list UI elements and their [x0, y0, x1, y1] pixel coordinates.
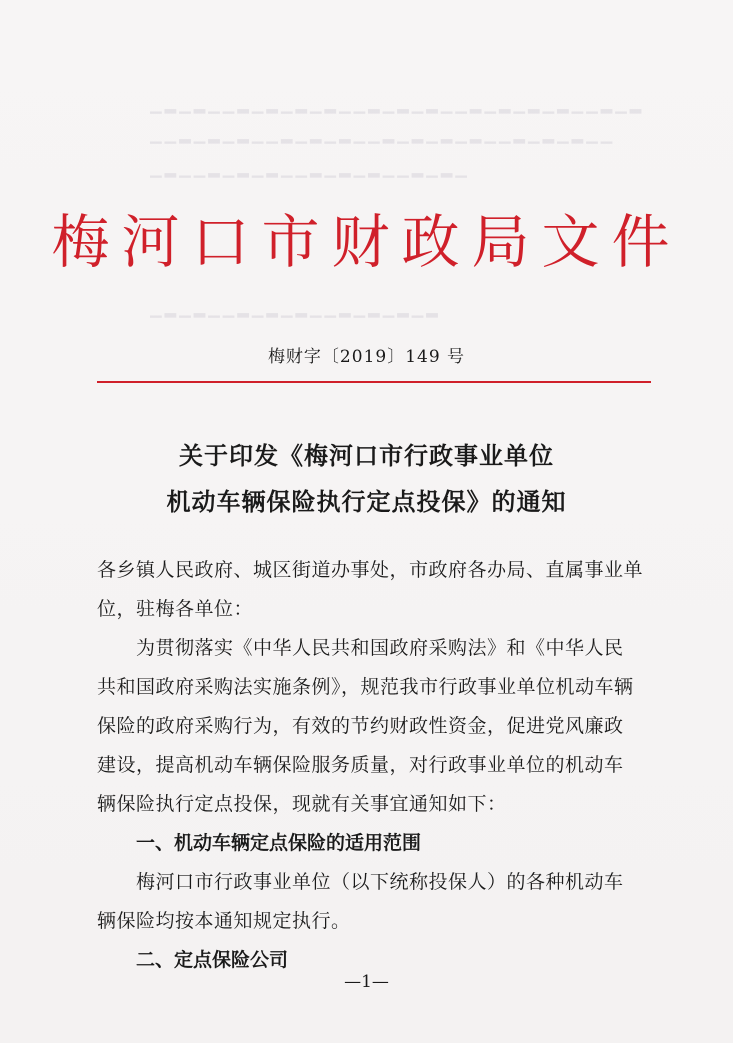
intro-line-4: 建设，提高机动车辆保险服务质量，对行政事业单位的机动车 — [97, 754, 624, 776]
bleed-through-texture: ▁▂▁▂▁▁▂▁▂▁▂▁▁▂▁▂▁▂▁▂ — [150, 300, 441, 318]
masthead-title: 梅河口市财政局文件 — [51, 208, 682, 276]
notice-title-line-1: 关于印发《梅河口市行政事业单位 — [179, 441, 554, 470]
section-2-heading: 二、定点保险公司 — [136, 949, 289, 971]
intro-line-5: 辆保险执行定点投保，现就有关事宜通知如下： — [97, 793, 507, 815]
notice-title-line-2: 机动车辆保险执行定点投保》的通知 — [166, 487, 567, 516]
section-1-line-2: 辆保险均按本通知规定执行。 — [97, 910, 351, 932]
recipients-line-2: 位，驻梅各单位： — [97, 598, 254, 620]
intro-line-3: 保险的政府采购行为，有效的节约财政性资金，促进党风廉政 — [97, 715, 624, 737]
section-1-heading: 一、机动车辆定点保险的适用范围 — [136, 832, 422, 854]
section-1-line-1: 梅河口市行政事业单位（以下统称投保人）的各种机动车 — [136, 871, 624, 893]
recipients-line-1: 各乡镇人民政府、城区街道办事处，市政府各办局、直属事业单 — [97, 559, 644, 581]
bleed-through-texture: ▁▂▁▂▁▁▂▁▂▁▂▁▂▁▁▂▁▂▁▂▁▁▂▁▂▁▂▁▂▁▁▂▁▂ — [150, 96, 645, 114]
red-separator-line — [97, 381, 651, 383]
document-number: 梅财字〔2019〕149 号 — [267, 347, 466, 367]
bleed-through-texture: ▁▂▁▁▂▁▂▁▂▁▁▂▁▂▁▂▁▁▂▁▂▁ — [150, 160, 470, 178]
intro-line-2: 共和国政府采购法实施条例》，规范我市行政事业单位机动车辆 — [97, 676, 634, 698]
bleed-through-texture: ▁▁▂▁▂▁▂▁▁▂▁▂▁▂▁▁▂▁▂▁▂▁▂▁▁▂▁▂▁▂▁▁ — [150, 126, 616, 144]
intro-line-1: 为贯彻落实《中华人民共和国政府采购法》和《中华人民 — [136, 637, 624, 659]
page-number: —1— — [344, 972, 389, 992]
